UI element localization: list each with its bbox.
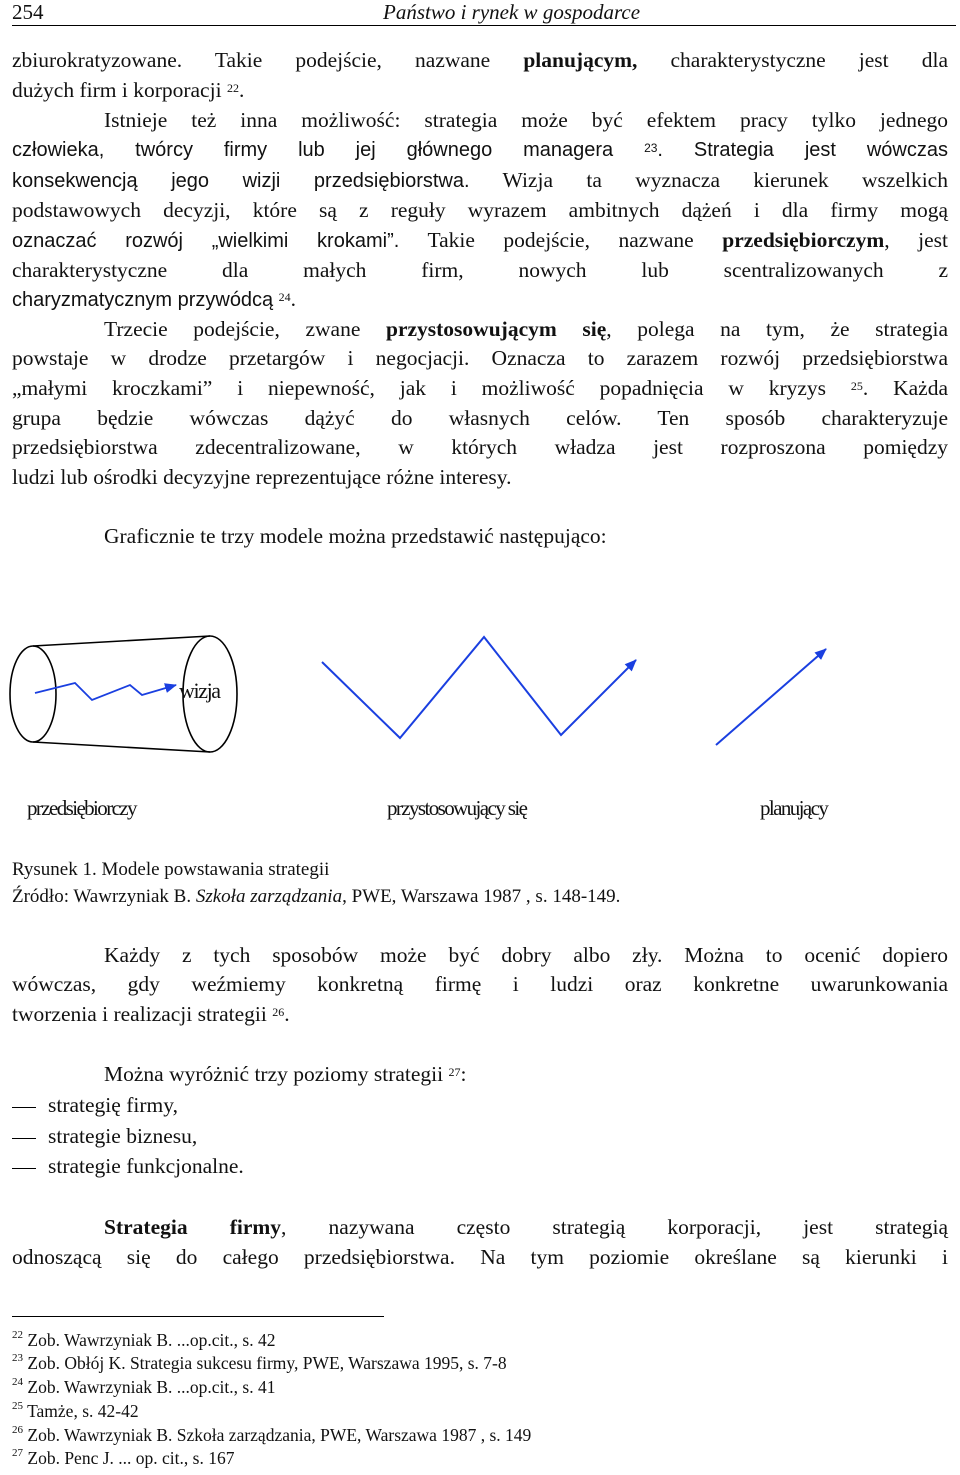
text-line: przedsiębiorstwa zdecentralizowane, w których władza jest rozproszona pomiędzy: [12, 435, 948, 459]
text-line: oznaczać rozwój „wielkimi krokami”. Takie podejście, nazwane przedsiębiorczym, jest: [12, 228, 949, 252]
strategy-models-figure: [0, 615, 960, 795]
text-line: zbiurokratyzowane. Takie podejście, nazwane planującym, charakterystyczne jest dla: [12, 48, 949, 72]
list-item: strategie biznesu,: [12, 1124, 197, 1149]
text-line: grupa będzie wówczas dążyć do własnych celów. Ten sposób charakteryzuje: [12, 406, 948, 430]
label-planning: planujący: [760, 796, 828, 820]
text-line: Trzecie podejście, zwane przystosowującym się, polega na tym, że strategia: [104, 317, 949, 341]
cone-label: wizja: [179, 678, 220, 703]
text-line: „małymi kroczkami” i niepewność, jak i możliwość popadnięcia w kryzys $^{25}$. Każda: [12, 376, 949, 400]
text-line: tworzenia i realizacji strategii $^{26}$.: [12, 1002, 290, 1026]
footnote: $^{26}$ Zob. Wawrzyniak B. Szkoła zarządzania, PWE, Warszawa 1987 , s. 149: [12, 1424, 532, 1445]
text-line: konsekwencją jego wizji przedsiębiorstwa. Wizja ta wyznacza kierunek wszelkich: [12, 168, 948, 192]
text-line: Strategia firmy, nazywana często strategią korporacji, jest strategią: [104, 1215, 949, 1239]
footnote: $^{24}$ Zob. Wawrzyniak B. ...op.cit., s. 41: [12, 1376, 276, 1397]
text-line: ludzi lub ośrodki decyzyjne reprezentujące różne interesy.: [12, 465, 512, 489]
page-number: 254: [12, 0, 44, 24]
text-line: wówczas, gdy weźmiemy konkretną firmę i ludzi oraz konkretne uwarunkowania: [12, 972, 948, 996]
text-line: człowieka, twórcy firmy lub jej głównego managera $^{23}$. Strategia jest wówczas: [12, 139, 948, 161]
text-line: podstawowych decyzji, które są z reguły wyrazem ambitnych dążeń i dla firmy mogą: [12, 198, 948, 222]
text-line: Każdy z tych sposobów może być dobry albo zły. Można to ocenić dopiero: [104, 943, 948, 967]
label-adaptive: przystosowujący się: [387, 796, 527, 820]
text-line: Można wyróżnić trzy poziomy strategii $^{27}$:: [104, 1062, 467, 1086]
planning-arrow: [716, 649, 826, 745]
text-line: charakterystyczne dla małych firm, nowych lub scentralizowanych z: [12, 258, 948, 282]
text-line: powstaje w drodze przetargów i negocjacji. Oznacza to zarazem rozwój przedsiębiorstwa: [12, 346, 948, 370]
footnote: $^{25}$ Tamże, s. 42-42: [12, 1400, 139, 1421]
text-line: charyzmatycznym przywódcą $^{24}$.: [12, 287, 296, 311]
running-title: Państwo i rynek w gospodarce: [383, 0, 641, 24]
footnote-rule: [12, 1316, 384, 1317]
page-header: [12, 0, 956, 26]
text-line: odnoszącą się do całego przedsiębiorstwa. Na tym poziomie określane są kierunki i: [12, 1245, 948, 1269]
figure-intro: Graficznie te trzy modele można przedstawić następująco:: [104, 524, 607, 548]
text-line: Istnieje też inna możliwość: strategia może być efektem pracy tylko jednego: [104, 108, 948, 132]
footnote: $^{27}$ Zob. Penc J. ... op. cit., s. 167: [12, 1447, 235, 1468]
list-item: strategie funkcjonalne.: [12, 1154, 244, 1179]
label-entrepreneurial: przedsiębiorczy: [27, 796, 136, 820]
text-line: dużych firm i korporacji $^{22}$.: [12, 78, 245, 102]
footnote: $^{22}$ Zob. Wawrzyniak B. ...op.cit., s. 42: [12, 1329, 276, 1350]
figure-source: Źródło: Wawrzyniak B. Szkoła zarządzania, PWE, Warszawa 1987 , s. 148-149.: [12, 886, 621, 907]
figure-caption: Rysunek 1. Modele powstawania strategii: [12, 859, 330, 880]
adaptive-zigzag: [322, 637, 636, 738]
list-item: strategię firmy,: [12, 1093, 178, 1118]
footnote: $^{23}$ Zob. Obłój K. Strategia sukcesu firmy, PWE, Warszawa 1995, s. 7-8: [12, 1352, 507, 1373]
